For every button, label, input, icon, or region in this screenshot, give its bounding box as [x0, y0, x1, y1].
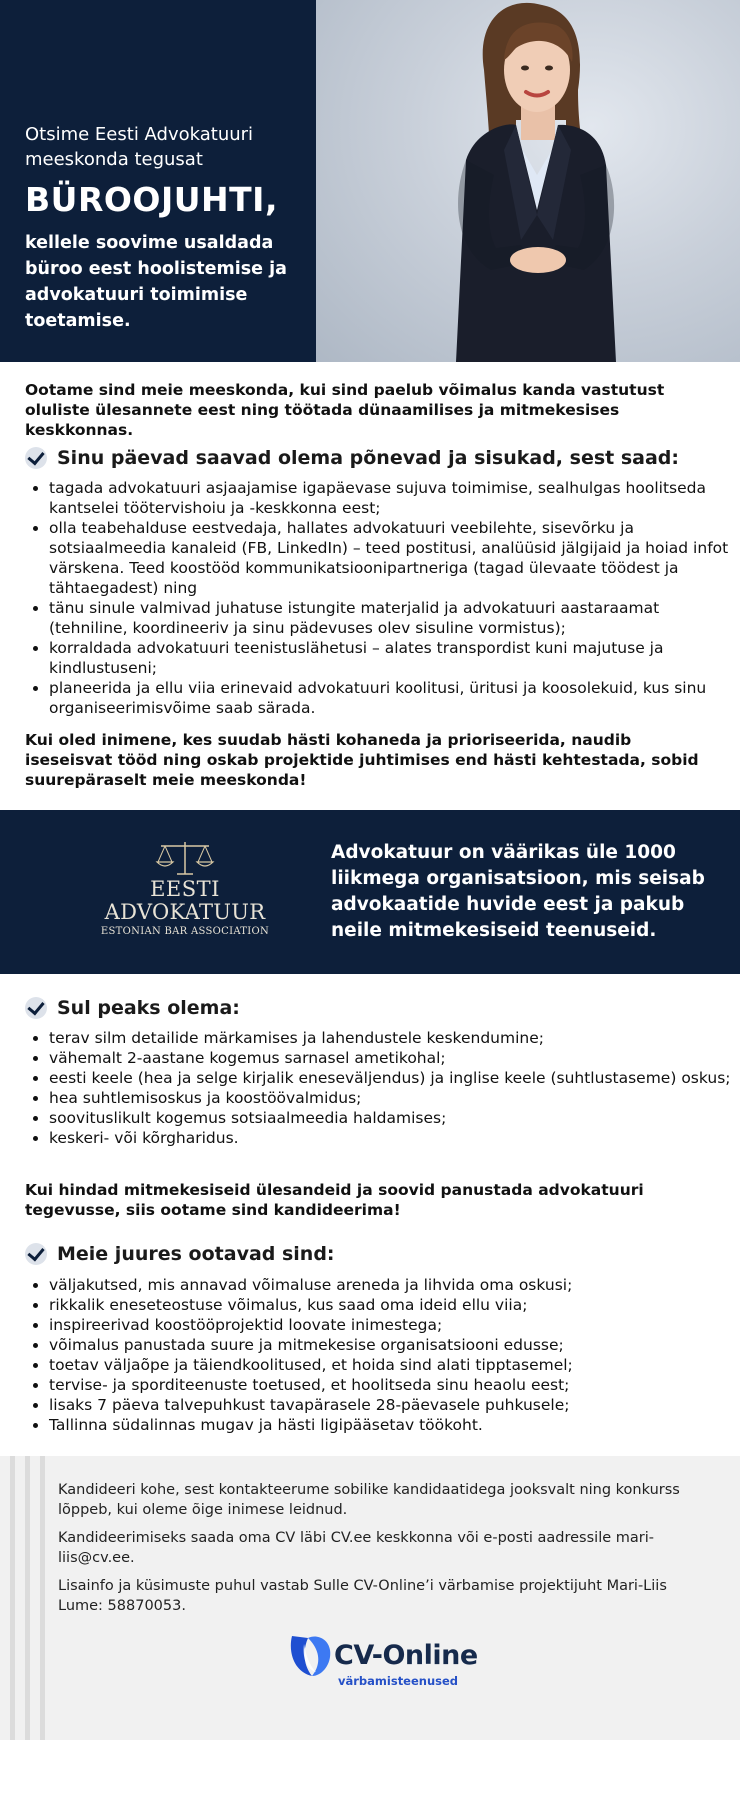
duties-heading [25, 447, 679, 469]
hero-photo [316, 0, 740, 362]
list-item: • toetav väljaõpe ja täiendkoolitused, et hoida sind alati tipptasemel; [49, 1355, 739, 1375]
cv-online-mark-icon [286, 1630, 332, 1680]
scales-icon [155, 840, 215, 876]
list-item: • Tallinna südalinnas mugav ja hästi ligipääsetav töökoht. [49, 1415, 739, 1435]
list-item: • väljakutsed, mis annavad võimaluse areneda ja lihvida oma oskusi; [49, 1275, 739, 1295]
cv-online-wordmark: CV-Online [334, 1640, 478, 1671]
checkmark-icon [25, 997, 47, 1019]
list-item: • lisaks 7 päeva talvepuhkust tavapärasele 28-päevasele puhkusele; [49, 1395, 739, 1415]
hero-title: BÜROOJUHTI, [25, 180, 278, 219]
hero-subtitle: kellele soovime usaldada büroo eest hoolistemise ja advokatuuri toimimise toetamise. [25, 233, 287, 331]
hero-intro: Otsime Eesti Advokatuuri meeskonda tegusat [25, 124, 254, 170]
list-item: • soovituslikult kogemus sotsiaalmeedia haldamises; [49, 1108, 739, 1128]
hero-text [25, 122, 315, 334]
checkmark-icon [25, 447, 47, 469]
list-item: • vähemalt 2-aastane kogemus sarnasel ametikohal; [49, 1048, 739, 1068]
offer-heading [25, 1243, 335, 1265]
businesswoman-illustration [316, 0, 740, 362]
list-item: • planeerida ja ellu viia erinevaid advokatuuri koolitusi, üritusi ja koosolekuid, kus sinu organiseerimisvõime saab särada. [49, 678, 739, 718]
list-item: • korraldada advokatuuri teenistuslähetusi – alates transpordist kuni majutuse ja kindlustuseni; [49, 638, 739, 678]
requirements-heading [25, 997, 240, 1019]
offer-list [25, 1275, 739, 1435]
decorative-stripe [40, 1456, 45, 1740]
list-item: • hea suhtlemisoskus ja koostöövalmidus; [49, 1088, 739, 1108]
intro-paragraph: Ootame sind meie meeskonda, kui sind paelub võimalus kanda vastutust oluliste ülesannete eest ning töötada dünaamilises ja mitmekesises keskkonnas. [25, 381, 665, 439]
requirements-closing: Kui hindad mitmekesiseid ülesandeid ja soovid panustada advokatuuri tegevusse, siis ootame sind kandideerima! [25, 1181, 644, 1219]
list-item: • terav silm detailide märkamises ja lahendustele keskendumine; [49, 1028, 739, 1048]
list-item: • tagada advokatuuri asjaajamise igapäevase sujuva toimimise, sealhulgas hoolitseda kantselei töötervishoiu ja -keskkonna eest; [49, 478, 739, 518]
hero-banner [0, 0, 740, 362]
apply-instructions: Kandideerimiseks saada oma CV läbi CV.ee keskkonna või e-posti aadressile mari-liis@cv.ee. [58, 1530, 654, 1566]
offer-title: Meie juures ootavad sind: [57, 1243, 335, 1265]
requirements-list [25, 1028, 739, 1148]
list-item: • rikkalik eneseteostuse võimalus, kus saad oma ideid ellu viia; [49, 1295, 739, 1315]
list-item: • olla teabehalduse eestvedaja, hallates advokatuuri veebilehte, sisevõrku ja sotsiaalmeedia kanaleid (FB, LinkedIn) – teed postitusi, analüüsid jälgijaid ja hoiad infot värskena. Teed koostööd kommunikatsioonipartneriga (tagad ülevaate töödest ja tähtaegadest) ning [49, 518, 739, 598]
decorative-stripe [25, 1456, 30, 1740]
apply-note: Kandideeri kohe, sest kontakteerume sobilike kandidaatidega jooksvalt ning konkurss lõppeb, kui oleme õige inimese leidnud. [58, 1482, 680, 1518]
checkmark-icon [25, 1243, 47, 1265]
footer-text [58, 1480, 698, 1624]
list-item: • tänu sinule valmivad juhatuse istungite materjalid ja advokatuuri aastaraamat (tehniline, koordineeriv ja sinu pädevuses olev sisuline vormistus); [49, 598, 739, 638]
list-item: • inspireerivad koostööprojektid loovate inimestega; [49, 1315, 739, 1335]
requirements-title: Sul peaks olema: [57, 997, 240, 1019]
list-item: • eesti keele (hea ja selge kirjalik eneseväljendus) ja inglise keele (suhtlustaseme) oskus; [49, 1068, 739, 1088]
list-item: • tervise- ja sporditeenuste toetused, et hoolitseda sinu heaolu eest; [49, 1375, 739, 1395]
duties-list [25, 478, 739, 718]
eesti-advokatuur-logo: EESTI ADVOKATUUR ESTONIAN BAR ASSOCIATION [70, 840, 300, 950]
contact-info: Lisainfo ja küsimuste puhul vastab Sulle CV-Online’i värbamise projektijuht Mari-Liis Lume: 58870053. [58, 1578, 667, 1614]
duties-title: Sinu päevad saavad olema põnevad ja sisukad, sest saad: [57, 447, 679, 469]
list-item: • võimalus panustada suure ja mitmekesise organisatsiooni edusse; [49, 1335, 739, 1355]
cv-online-logo [286, 1630, 486, 1686]
duties-closing: Kui oled inimene, kes suudab hästi kohaneda ja prioriseerida, naudib iseseisvat tööd ning oskab projektide juhtimises end hästi kehtestada, sobid suurepäraselt meie meeskonda! [25, 731, 699, 789]
list-item: • keskeri- või kõrgharidus. [49, 1128, 739, 1148]
cv-online-tagline: värbamisteenused [338, 1674, 459, 1688]
association-description: Advokatuur on väärikas üle 1000 liikmega organisatsioon, mis seisab advokaatide huvide eest ja pakub neile mitmekesiseid teenuseid. [331, 842, 705, 941]
decorative-stripe [10, 1456, 15, 1740]
